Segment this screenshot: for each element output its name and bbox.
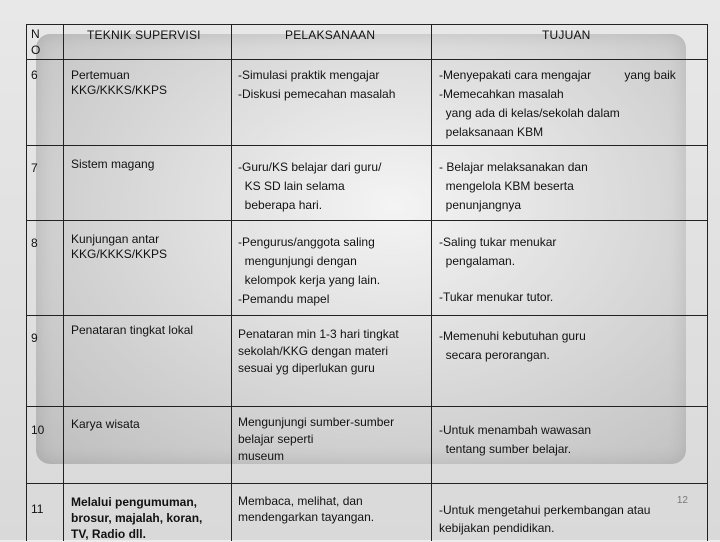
pelaksanaan-cell: -Simulasi praktik mengajar -Diskusi pemecahan masalah — [238, 68, 396, 101]
tujuan-cell: -Untuk mengetahui perkembangan atau kebijakan pendidikan. — [439, 503, 651, 535]
tujuan-cell: -Saling tukar menukar pengalaman. — [439, 235, 557, 268]
table-row — [27, 145, 707, 221]
row-number: 11 — [31, 502, 44, 516]
header-tujuan: TUJUAN — [542, 28, 591, 42]
header-no: N O — [31, 27, 41, 57]
row-number: 10 — [31, 423, 45, 437]
table-row — [27, 59, 707, 146]
pelaksanaan-cell: -Guru/KS belajar dari guru/ KS SD lain selama beberapa hari. — [238, 160, 382, 212]
pelaksanaan-cell: -Pengurus/anggota saling mengunjungi dengan kelompok kerja yang lain. -Pemandu mapel — [238, 235, 381, 306]
supervision-table — [26, 24, 708, 541]
teknik-cell: Melalui pengumuman, brosur, majalah, koran, TV, Radio dll. — [71, 495, 203, 541]
row-number: 8 — [31, 236, 38, 250]
teknik-cell: Penataran tingkat lokal — [71, 323, 194, 337]
header-teknik: TEKNIK SUPERVISI — [87, 28, 201, 42]
teknik-cell: Karya wisata — [71, 417, 140, 431]
teknik-cell: Pertemuan KKG/KKKS/KKPS — [71, 68, 168, 97]
table-row — [27, 406, 707, 484]
table-header-row — [27, 25, 707, 60]
row-number: 6 — [31, 68, 38, 82]
tujuan-cell: -Memenuhi kebutuhan guru secara perorangan. — [439, 329, 586, 362]
tujuan-cell: - Belajar melaksanakan dan mengelola KBM beserta penunjangnya — [439, 160, 588, 212]
tujuan-cell: -Untuk menambah wawasan tentang sumber belajar. — [439, 423, 592, 456]
tujuan-cell-extra: -Tukar menukar tutor. — [439, 290, 554, 304]
header-pelaksanaan: PELAKSANAAN — [285, 28, 376, 42]
teknik-cell: Sistem magang — [71, 157, 155, 171]
table-row — [27, 315, 707, 407]
pelaksanaan-cell: Penataran min 1-3 hari tingkat sekolah/KKG dengan materi sesuai yg diperlukan guru — [238, 327, 399, 375]
pelaksanaan-cell: Membaca, melihat, dan mendengarkan tayangan. — [238, 494, 375, 524]
tujuan-cell: -Menyepakati cara mengajar yang baik -Memecahkan masalah yang ada di kelas/sekolah dalam pelaksanaan KBM — [439, 68, 676, 139]
table-row — [27, 483, 707, 541]
pelaksanaan-cell: Mengunjungi sumber-sumber belajar seperti museum — [238, 415, 395, 463]
row-number: 7 — [31, 161, 38, 175]
table-row — [27, 220, 707, 316]
page-number: 12 — [676, 495, 688, 506]
row-number: 9 — [31, 331, 38, 345]
teknik-cell: Kunjungan antar KKG/KKKS/KKPS — [71, 232, 168, 261]
